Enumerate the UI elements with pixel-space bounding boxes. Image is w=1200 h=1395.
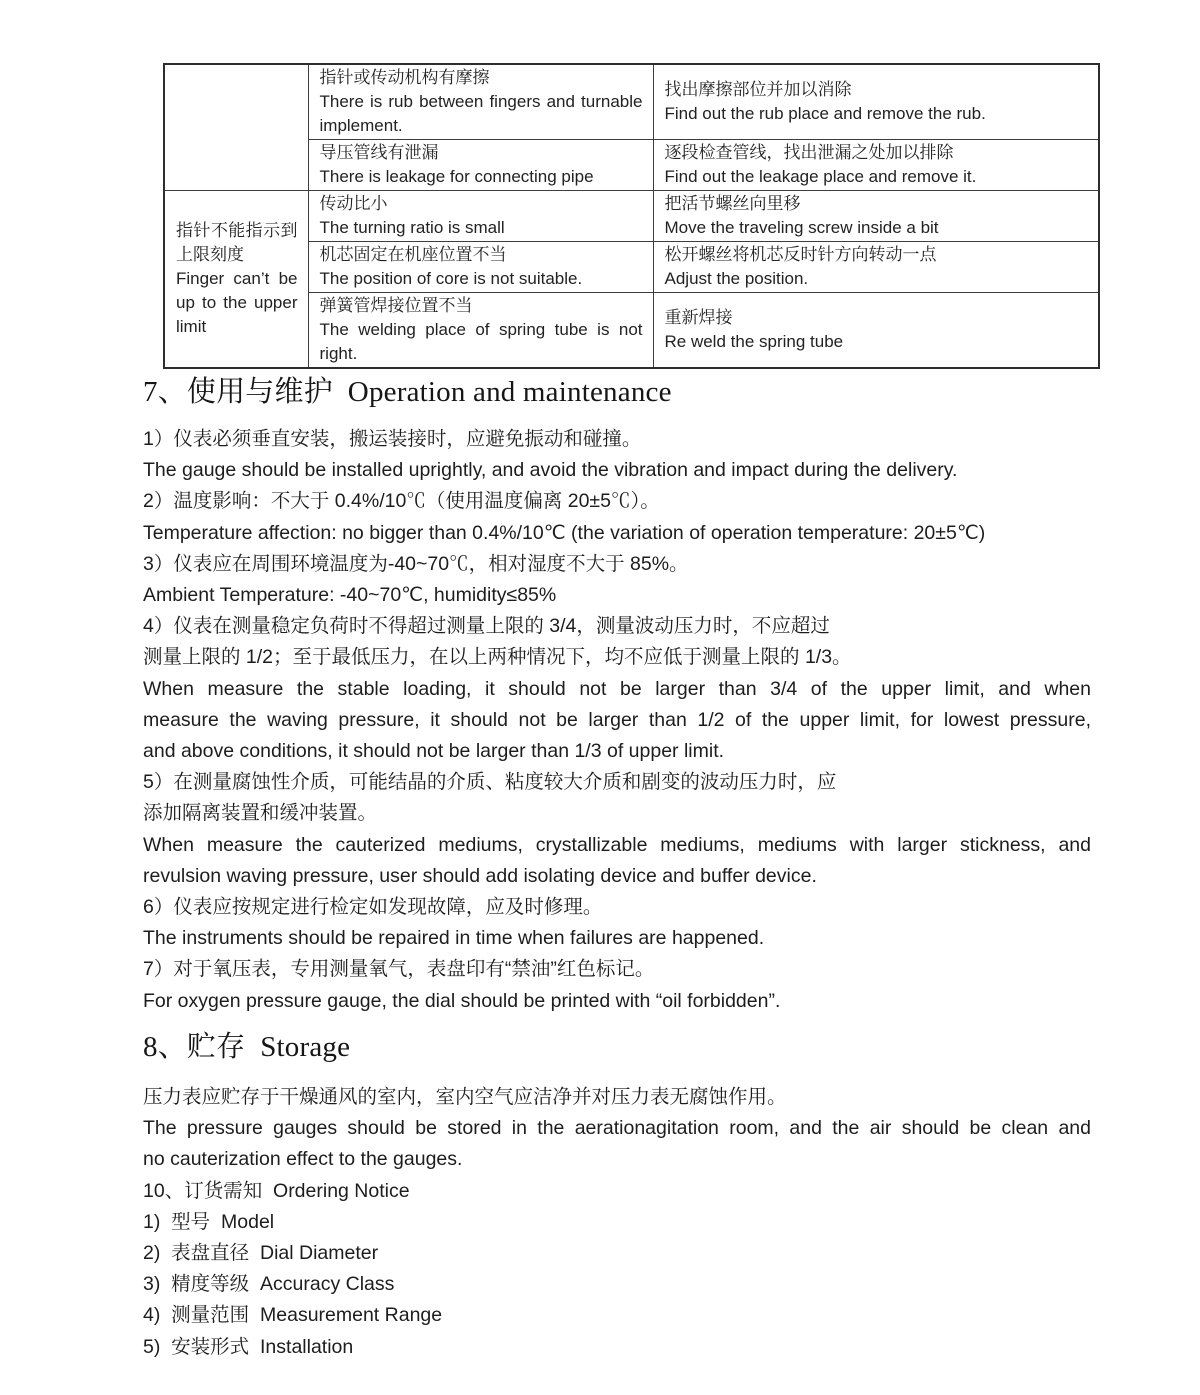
ordering-item: 3) 精度等级 Accuracy Class	[143, 1273, 395, 1296]
remedy-cn: 找出摩擦部位并加以消除	[664, 80, 852, 99]
cause-cn: 弹簧管焊接位置不当	[319, 296, 473, 315]
symptom-cn: 指针不能指示到上限刻度	[176, 221, 298, 264]
cause-en: There is leakage for connecting pipe	[319, 167, 594, 186]
remedy-cn: 逐段检查管线，找出泄漏之处加以排除	[664, 143, 954, 162]
cause-cell	[308, 64, 653, 140]
body-line: 3）仪表应在周围环境温度为-40~70℃，相对湿度不大于 85%。	[143, 552, 689, 575]
body-line: The gauge should be installed uprightly, and avoid the vibration and impact during the delivery.	[143, 459, 958, 482]
cause-cell	[308, 140, 653, 191]
body-line: 7）对于氧压表，专用测量氧气，表盘印有“禁油”红色标记。	[143, 958, 655, 981]
operation-body	[143, 424, 1091, 1017]
body-line: The instruments should be repaired in time when failures are happened.	[143, 927, 765, 950]
section-heading-operation: 7、使用与维护 Operation and maintenance	[143, 376, 672, 408]
remedy-cell	[653, 191, 1099, 242]
cause-cn: 指针或传动机构有摩擦	[319, 68, 490, 87]
remedy-en: Re weld the spring tube	[664, 332, 844, 351]
body-line: 5）在测量腐蚀性介质，可能结晶的介质、粘度较大介质和剧变的波动压力时，应	[143, 771, 837, 794]
body-line: 压力表应贮存于干燥通风的室内，室内空气应洁净并对压力表无腐蚀作用。	[143, 1086, 787, 1108]
body-line: 1）仪表必须垂直安装，搬运装接时，应避免振动和碰撞。	[143, 428, 642, 450]
body-line: 2）温度影响：不大于 0.4%/10℃（使用温度偏离 20±5℃）。	[143, 490, 660, 513]
body-line: and above conditions, it should not be larger than 1/3 of upper limit.	[143, 740, 725, 763]
body-line: For oxygen pressure gauge, the dial should be printed with “oil forbidden”.	[143, 989, 781, 1012]
body-line: 6）仪表应按规定进行检定如发现故障，应及时修理。	[143, 896, 603, 919]
body-line: 测量上限的 1/2；至于最低压力，在以上两种情况下，均不应低于测量上限的 1/3。	[143, 646, 852, 669]
cause-cell	[308, 191, 653, 242]
remedy-cell	[653, 64, 1099, 140]
remedy-en: Find out the leakage place and remove it.	[664, 167, 977, 186]
cause-en: There is rub between fingers and turnable implement.	[319, 92, 648, 135]
symptom-cell-empty	[164, 64, 308, 191]
ordering-item: 5) 安装形式 Installation	[143, 1335, 354, 1358]
body-line: Temperature affection: no bigger than 0.4%/10℃ (the variation of operation temperature: 20±5℃)	[143, 521, 986, 544]
cause-cn: 传动比小	[319, 194, 388, 213]
remedy-en: Move the traveling screw inside a bit	[664, 218, 939, 237]
body-line: 添加隔离装置和缓冲装置。	[143, 802, 378, 825]
body-line: When measure the cauterized mediums, crystallizable mediums, mediums with larger stickness, and	[143, 833, 1091, 856]
cause-en: The welding place of spring tube is not right.	[319, 320, 648, 363]
cause-cell	[308, 293, 653, 369]
remedy-en: Adjust the position.	[664, 269, 809, 288]
body-line: measure the waving pressure, it should not be larger than 1/2 of the upper limit, for lowest pressure,	[143, 708, 1091, 731]
storage-body	[143, 1082, 1091, 1363]
cause-cn: 机芯固定在机座位置不当	[319, 245, 507, 264]
ordering-item: 4) 测量范围 Measurement Range	[143, 1304, 443, 1327]
table-row	[164, 64, 1099, 140]
body-line: Ambient Temperature: -40~70℃, humidity≤85%	[143, 584, 557, 607]
ordering-notice-heading: 10、订货需知 Ordering Notice	[143, 1179, 410, 1202]
remedy-cn: 把活节螺丝向里移	[664, 194, 801, 213]
table-row	[164, 191, 1099, 242]
cause-en: The position of core is not suitable.	[319, 269, 583, 288]
remedy-en: Find out the rub place and remove the rub.	[664, 104, 986, 123]
body-line: revulsion waving pressure, user should add isolating device and buffer device.	[143, 864, 817, 887]
symptom-en: Finger can’t be up to the upper limit	[176, 269, 303, 336]
remedy-cn: 松开螺丝将机芯反时针方向转动一点	[664, 245, 937, 264]
body-line: no cauterization effect to the gauges.	[143, 1148, 463, 1171]
symptom-cell	[164, 191, 308, 369]
cause-cn: 导压管线有泄漏	[319, 143, 439, 162]
remedy-cell	[653, 140, 1099, 191]
remedy-cn: 重新焊接	[664, 308, 733, 327]
cause-cell	[308, 242, 653, 293]
body-line: 4）仪表在测量稳定负荷时不得超过测量上限的 3/4，测量波动压力时，不应超过	[143, 615, 830, 638]
remedy-cell	[653, 293, 1099, 369]
body-line: The pressure gauges should be stored in the aerationagitation room, and the air should be clean and	[143, 1117, 1091, 1140]
remedy-cell	[653, 242, 1099, 293]
troubleshooting-table	[163, 63, 1100, 369]
body-line: When measure the stable loading, it should not be larger than 3/4 of the upper limit, and when	[143, 677, 1091, 700]
cause-en: The turning ratio is small	[319, 218, 505, 237]
ordering-item: 2) 表盘直径 Dial Diameter	[143, 1242, 379, 1265]
ordering-item: 1) 型号 Model	[143, 1210, 275, 1233]
section-heading-storage: 8、贮存 Storage	[143, 1031, 351, 1063]
